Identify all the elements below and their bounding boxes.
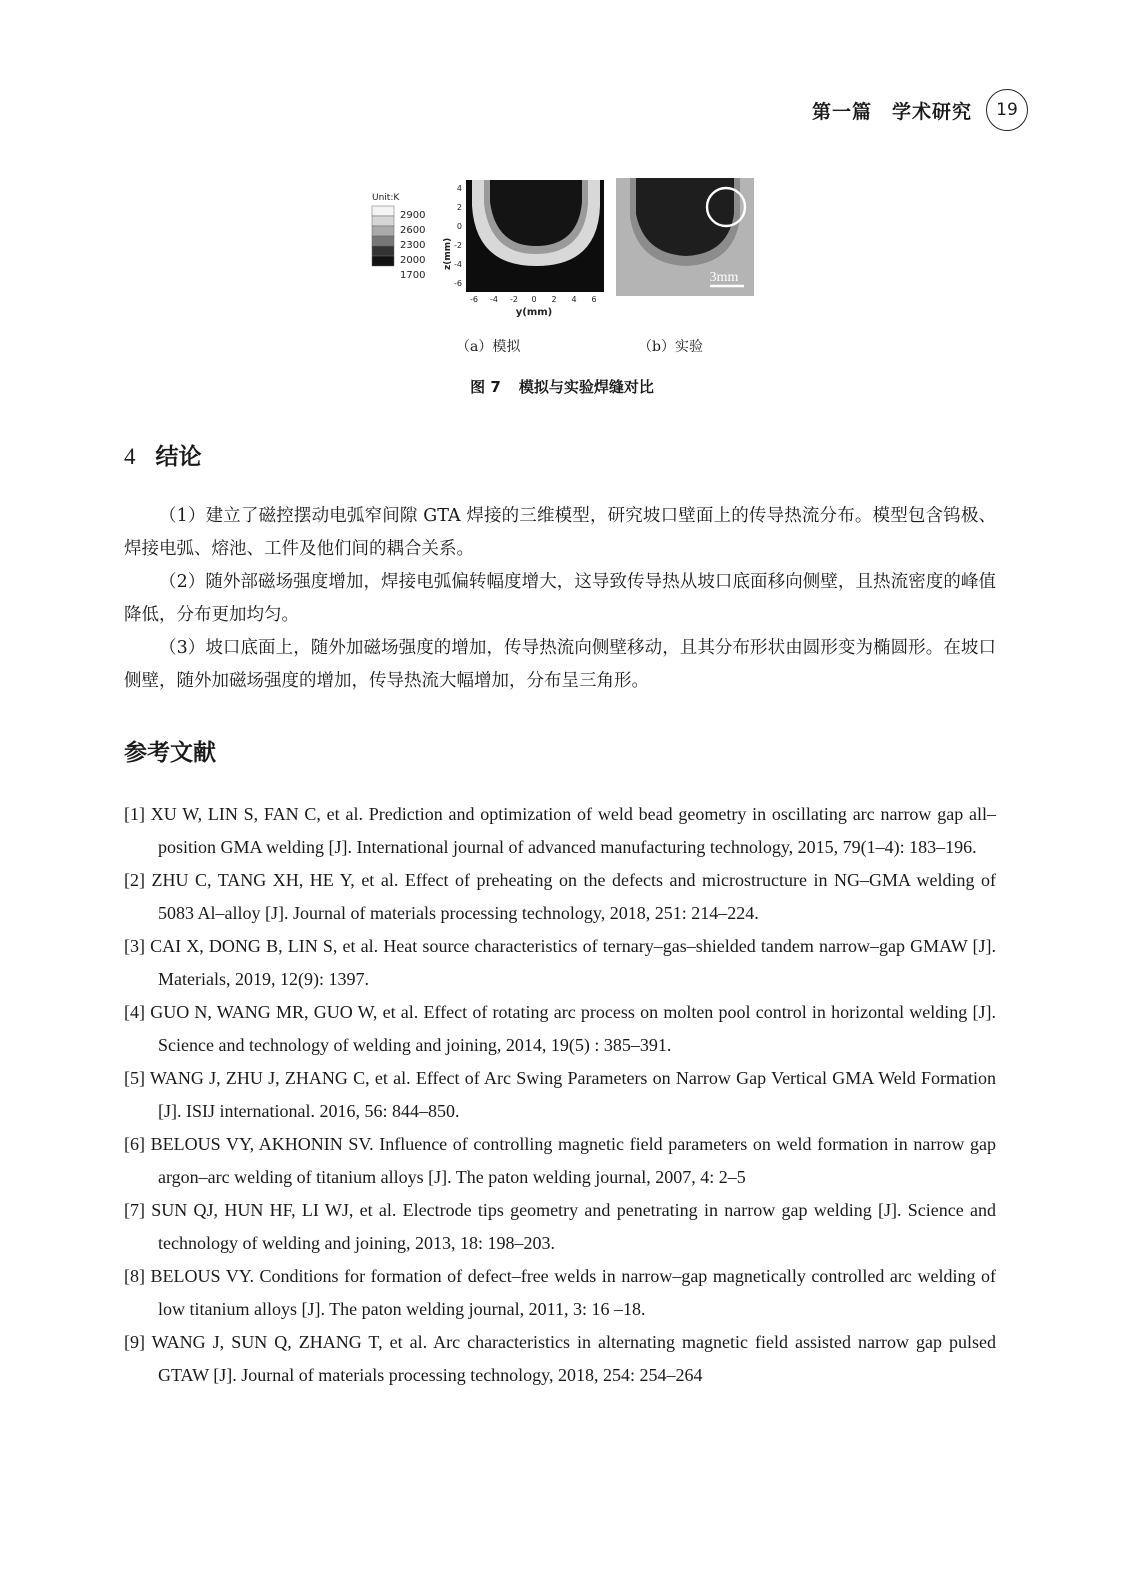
reference-item: [4] GUO N, WANG MR, GUO W, et al. Effect of rotating arc process on molten pool control in horizontal welding [J]. Science and technology of welding and joining, 2014, 19(5) : 385–391. [124, 1002, 996, 1055]
figure-simulation [366, 178, 616, 320]
reference-list [124, 798, 996, 1392]
y-tick: -2 [510, 295, 518, 304]
legend-value: 1700 [400, 270, 426, 281]
header-section-title: 第一篇 学术研究 [811, 100, 972, 123]
scale-bar-label: 3mm [709, 270, 739, 285]
y-tick: 6 [591, 295, 597, 304]
z-tick: -2 [454, 241, 462, 250]
y-tick: 4 [571, 295, 577, 304]
legend-value: 2300 [400, 240, 426, 251]
page-number: 19 [986, 89, 1028, 131]
section-number: 4 [124, 444, 136, 469]
figure-caption-text: 模拟与实验焊缝对比 [518, 378, 654, 396]
z-tick: 4 [456, 184, 462, 193]
reference-item: [3] CAI X, DONG B, LIN S, et al. Heat source characteristics of ternary–gas–shielded tandem narrow–gap GMAW [J]. Materials, 2019, 12(9): 1397. [124, 936, 996, 989]
section-title: 结论 [155, 444, 202, 470]
z-tick: 2 [456, 203, 462, 212]
z-axis-label: z(mm) [443, 237, 453, 270]
y-tick: 2 [551, 295, 557, 304]
z-tick: -6 [454, 279, 462, 288]
subfigure-caption-b: （b）实验 [638, 339, 703, 355]
subfigure-caption-a: （a）模拟 [456, 339, 521, 355]
references-heading: 参考文献 [124, 740, 216, 766]
running-header [812, 88, 1028, 132]
paragraph: （1）建立了磁控摆动电弧窄间隙 GTA 焊接的三维模型，研究坡口壁面上的传导热流分布。模型包含钨极、焊接电弧、熔池、工件及他们间的耦合关系。 [124, 506, 996, 559]
contour-plot [466, 180, 604, 292]
y-axis-label: y(mm) [515, 307, 553, 318]
figure-caption [0, 376, 1124, 397]
y-tick: -6 [470, 295, 478, 304]
paragraph: （2）随外部磁场强度增加，焊接电弧偏转幅度增大，这导致传导热从坡口底面移向侧壁，且热流密度的峰值降低，分布更加均匀。 [124, 572, 996, 625]
reference-item: [8] BELOUS VY. Conditions for formation of defect–free welds in narrow–gap magnetically controlled arc welding of low titanium alloys [J]. The paton welding journal, 2011, 3: 16 –18. [124, 1266, 996, 1319]
reference-item: [5] WANG J, ZHU J, ZHANG C, et al. Effect of Arc Swing Parameters on Narrow Gap Vertical GMA Weld Formation [J]. ISIJ international. 2016, 56: 844–850. [124, 1068, 996, 1121]
z-tick: -4 [454, 260, 462, 269]
legend-value: 2900 [400, 210, 426, 221]
reference-item: [9] WANG J, SUN Q, ZHANG T, et al. Arc characteristics in alternating magnetic field assisted narrow gap pulsed GTAW [J]. Journal of materials processing technology, 2018, 254: 254–264 [124, 1332, 996, 1385]
z-tick: 0 [456, 222, 462, 231]
legend-value: 2600 [400, 225, 426, 236]
legend-unit: Unit:K [372, 193, 400, 203]
reference-item: [6] BELOUS VY, AKHONIN SV. Influence of controlling magnetic field parameters on weld formation in narrow gap argon–arc welding of titanium alloys [J]. The paton welding journal, 2007, 4: 2–5 [124, 1134, 996, 1187]
reference-item: [7] SUN QJ, HUN HF, LI WJ, et al. Electrode tips geometry and penetrating in narrow gap welding [J]. Science and technology of welding and joining, 2013, 18: 198–203. [124, 1200, 996, 1253]
section-heading [124, 438, 202, 471]
reference-item: [1] XU W, LIN S, FAN C, et al. Prediction and optimization of weld bead geometry in oscillating arc narrow gap all–position GMA welding [J]. International journal of advanced manufacturing technology, 2015, 79(1–4): 183–196. [124, 804, 996, 857]
conclusion-body [124, 500, 996, 698]
paragraph: （3）坡口底面上，随外加磁场强度的增加，传导热流向侧壁移动，且其分布形状由圆形变为椭圆形。在坡口侧壁，随外加磁场强度的增加，传导热流大幅增加，分布呈三角形。 [124, 638, 996, 691]
legend-value: 2000 [400, 255, 426, 266]
figure-number: 图 7 [470, 378, 501, 396]
figure-experiment-photo [616, 178, 754, 296]
reference-item: [2] ZHU C, TANG XH, HE Y, et al. Effect of preheating on the defects and microstructure in NG–GMA welding of 5083 Al–alloy [J]. Journal of materials processing technology, 2018, 251: 214–224. [124, 870, 996, 923]
y-tick: 0 [531, 295, 537, 304]
y-tick: -4 [490, 295, 498, 304]
legend-colorbar [372, 206, 394, 266]
